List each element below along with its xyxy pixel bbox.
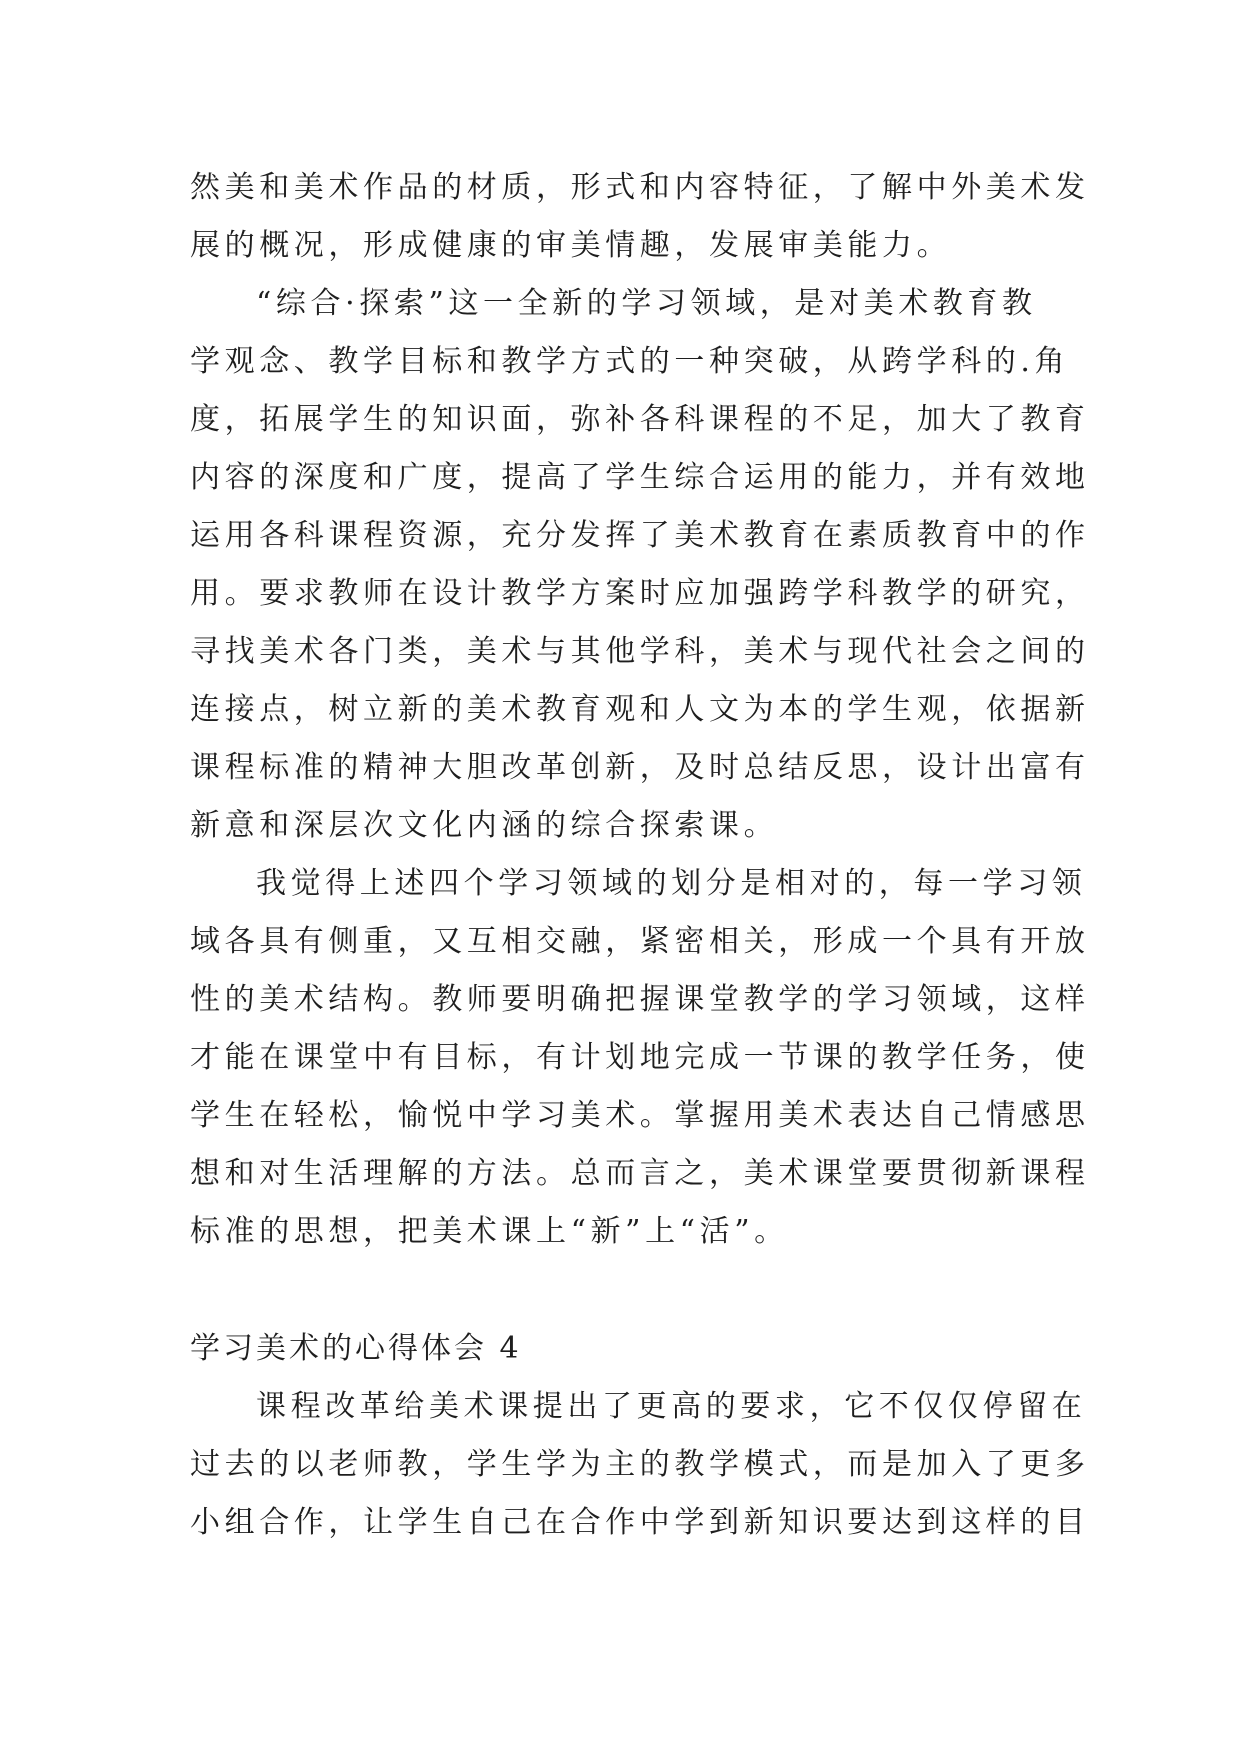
text-line: 过去的以老师教，学生学为主的教学模式，而是加入了更多 bbox=[190, 1447, 1090, 1482]
text-line: 课程改革给美术课提出了更高的要求，它不仅仅停留在 bbox=[256, 1389, 1087, 1424]
text-line: 展的概况，形成健康的审美情趣，发展审美能力。 bbox=[190, 228, 952, 263]
body-text-block-1 bbox=[190, 159, 1090, 1261]
text-line: 性的美术结构。教师要明确把握课堂教学的学习领域，这样 bbox=[190, 982, 1090, 1017]
text-line: 新意和深层次文化内涵的综合探索课。 bbox=[190, 808, 779, 843]
text-line: 课程标准的精神大胆改革创新，及时总结反思，设计出富有 bbox=[190, 750, 1090, 785]
text-line: 运用各科课程资源，充分发挥了美术教育在素质教育中的作 bbox=[190, 518, 1090, 553]
text-line: 才能在课堂中有目标，有计划地完成一节课的教学任务，使 bbox=[190, 1040, 1090, 1075]
text-line: 用。要求教师在设计教学方案时应加强跨学科教学的研究， bbox=[190, 576, 1090, 611]
text-line: 度，拓展学生的知识面，弥补各科课程的不足，加大了教育 bbox=[190, 402, 1090, 437]
text-line: 域各具有侧重，又互相交融，紧密相关，形成一个具有开放 bbox=[190, 924, 1090, 959]
text-line: 学观念、教学目标和教学方式的一种突破，从跨学科的.角 bbox=[190, 344, 1070, 379]
text-line: “综合·探索”这一全新的学习领域，是对美术教育教 bbox=[256, 286, 1037, 321]
section-heading: 学习美术的心得体会 4 bbox=[190, 1331, 522, 1366]
body-text-block-2 bbox=[190, 1378, 1090, 1552]
text-line: 我觉得上述四个学习领域的划分是相对的，每一学习领 bbox=[256, 866, 1087, 901]
text-line: 想和对生活理解的方法。总而言之，美术课堂要贯彻新课程 bbox=[190, 1156, 1090, 1191]
text-line: 标准的思想，把美术课上“新”上“活”。 bbox=[190, 1214, 789, 1249]
text-line: 学生在轻松，愉悦中学习美术。掌握用美术表达自己情感思 bbox=[190, 1098, 1090, 1133]
text-line: 小组合作，让学生自己在合作中学到新知识要达到这样的目 bbox=[190, 1505, 1090, 1540]
text-line: 连接点，树立新的美术教育观和人文为本的学生观，依据新 bbox=[190, 692, 1090, 727]
text-line: 寻找美术各门类，美术与其他学科，美术与现代社会之间的 bbox=[190, 634, 1090, 669]
text-line: 然美和美术作品的材质，形式和内容特征，了解中外美术发 bbox=[190, 170, 1090, 205]
text-line: 内容的深度和广度，提高了学生综合运用的能力，并有效地 bbox=[190, 460, 1090, 495]
